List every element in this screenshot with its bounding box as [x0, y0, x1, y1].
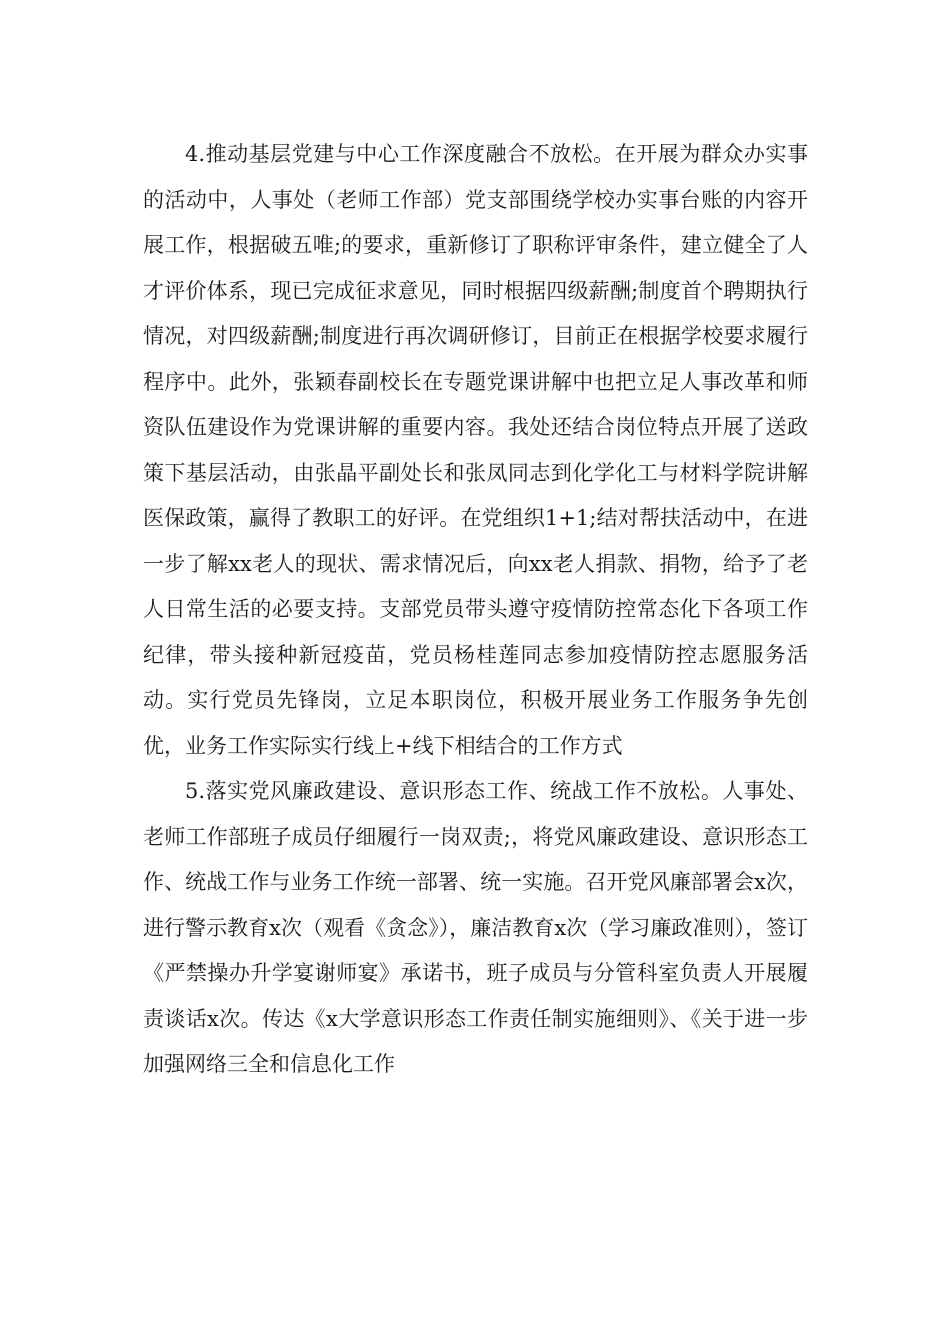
paragraph-item-5: 5.落实党风廉政建设、意识形态工作、统战工作不放松。人事处、老师工作部班子成员仔细履行一岗双责;，将党风廉政建设、意识形态工作、统战工作与业务工作统一部署、统一实施。召开党风廉部署会x次，进行警示教育x次（观看《贪念》），廉洁教育x次（学习廉政准则），签订《严禁操办升学宴谢师宴》承诺书，班子成员与分管科室负责人开展履责谈话x次。传达《x大学意识形态工作责任制实施细则》、《关于进一步加强网络三全和信息化工作 [143, 779, 808, 1076]
paragraph-item-4: 4.推动基层党建与中心工作深度融合不放松。在开展为群众办实事的活动中，人事处（老师工作部）党支部围绕学校办实事台账的内容开展工作，根据破五唯;的要求，重新修订了职称评审条件，建立健全了人才评价体系，现已完成征求意见，同时根据四级薪酬;制度首个聘期执行情况，对四级薪酬;制度进行再次调研修订，目前正在根据学校要求履行程序中。此外，张颖春副校长在专题党课讲解中也把立足人事改革和师资队伍建设作为党课讲解的重要内容。我处还结合岗位特点开展了送政策下基层活动，由张晶平副处长和张凤同志到化学化工与材料学院讲解医保政策，赢得了教职工的好评。在党组织1+1;结对帮扶活动中，在进一步了解xx老人的现状、需求情况后，向xx老人捐款、捐物，给予了老人日常生活的必要支持。支部党员带头遵守疫情防控常态化下各项工作纪律，带头接种新冠疫苗，党员杨桂莲同志参加疫情防控志愿服务活动。实行党员先锋岗，立足本职岗位，积极开展业务工作服务争先创优，业务工作实际实行线上+线下相结合的工作方式 [143, 142, 808, 758]
document-body [143, 132, 808, 1088]
